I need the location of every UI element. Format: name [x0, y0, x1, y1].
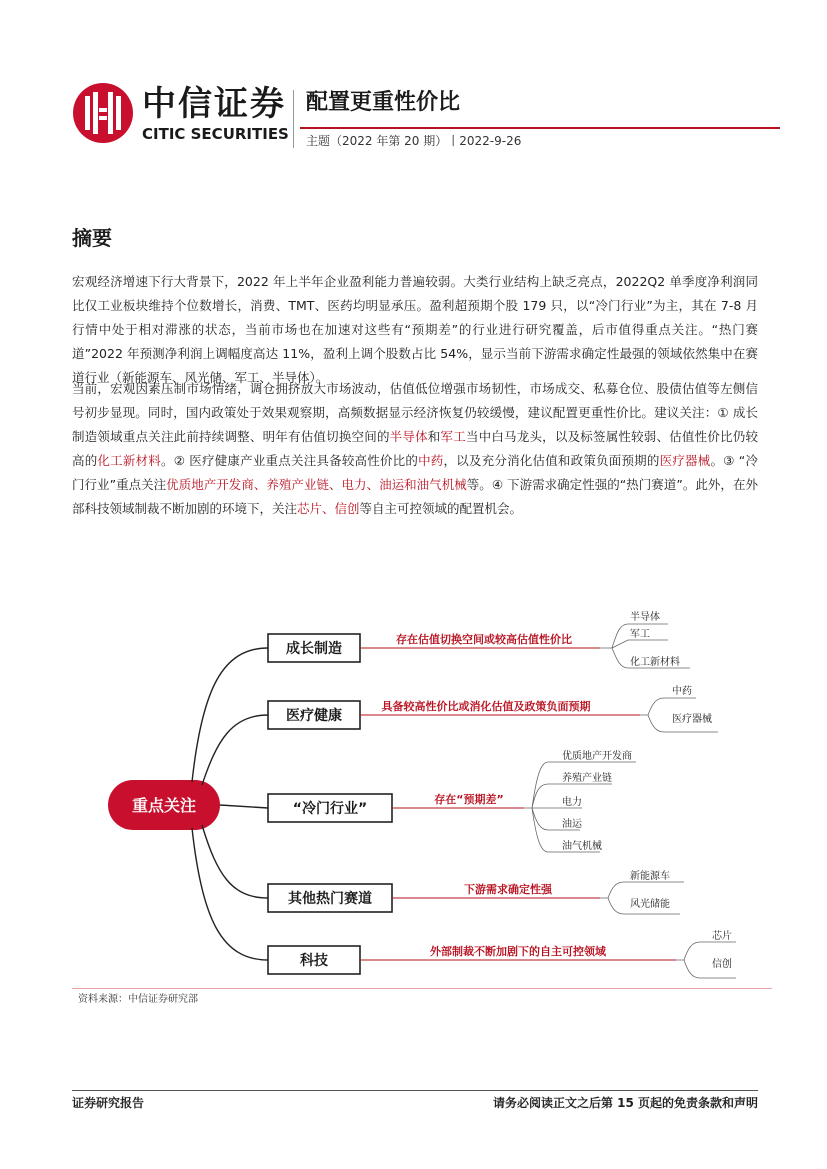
- source-divider: [72, 988, 772, 989]
- mindmap-leaf: 化工新材料: [630, 657, 680, 668]
- focus-mindmap: [72, 600, 772, 985]
- brand-name-en: CITIC SECURITIES: [142, 125, 289, 143]
- page-title: 配置更重性价比: [306, 90, 461, 115]
- highlighted-sector: 芯片、信创: [297, 501, 360, 516]
- paragraph-segment: 等自主可控领域的配置机会。: [359, 501, 523, 516]
- source-note: 资料来源：中信证券研究部: [78, 994, 198, 1005]
- highlighted-sector: 军工: [440, 429, 466, 444]
- mindmap-leaf: 信创: [712, 959, 732, 970]
- header-rule: [300, 127, 780, 129]
- header-divider: [293, 90, 294, 148]
- mindmap-leaf: 油运: [562, 819, 582, 830]
- mindmap-curve-4: [202, 825, 268, 898]
- highlighted-sector: 半导体: [389, 429, 428, 444]
- mindmap-leaf: 油气机械: [562, 841, 602, 852]
- paragraph-segment: 和: [427, 429, 441, 444]
- mindmap-root-label: 重点关注: [131, 796, 197, 815]
- mindmap-branch-hot-tracks-label: 其他热门赛道: [288, 891, 372, 907]
- mindmap-leaf: 养殖产业链: [562, 773, 612, 784]
- mindmap-curve-2: [202, 715, 268, 785]
- mindmap-leaf: 半导体: [630, 612, 660, 623]
- mindmap-leaf: 军工: [630, 629, 650, 640]
- abstract-paragraph-1: 宏观经济增速下行大背景下，2022 年上半年企业盈利能力普遍较弱。大类行业结构上缺乏亮点，2022Q2 单季度净利润同比仅工业板块维持个位数增长，消费、TMT、医药均明显承压。盈利超预期个股 179 只，以“冷门行业”为主，其在 7-8 月行情中处于相对滞涨的状态，当前市场也在加速对这些有“预期差”的行业进行研究覆盖，后市值得重点关注。“热门赛道”2022 年预测净利润上调幅度高达 11%，盈利上调个股数占比 54%，显示当前下游需求确定性最强的领域依然集中在赛道行业（新能源车、风光储、军工、半导体）。: [72, 274, 758, 385]
- footer-disclaimer: 请务必阅读正文之后第 15 页起的免责条款和声明: [492, 1096, 758, 1110]
- mindmap-edge-label-2: 具备较高性价比或消化估值及政策负面预期: [381, 700, 591, 713]
- paragraph-segment: 。② 医疗健康产业重点关注具备较高性价比的: [160, 453, 419, 468]
- highlighted-sector: 医疗器械: [659, 453, 711, 468]
- abstract-paragraph-2: [72, 377, 758, 521]
- brand-name-cn: 中信证券: [142, 84, 286, 124]
- mindmap-curve-1: [192, 648, 268, 782]
- mindmap-branch-growth-label: 成长制造: [286, 641, 342, 657]
- mindmap-leaf: 新能源车: [630, 871, 670, 882]
- highlighted-sector: 优质地产开发商、养殖产业链、电力、油运和油气机械: [166, 477, 467, 492]
- highlighted-sector: 中药: [418, 453, 444, 468]
- page-subtitle: 主题（2022 年第 20 期）丨2022-9-26: [306, 134, 522, 148]
- paragraph-segment: 等。④ 下游需求确定性强的“热门赛道”。此外，在外部科技领域制裁不断加剧的环境下，关注: [72, 477, 758, 516]
- paragraph-segment: ，以及充分消化估值和政策负面预期的: [443, 453, 660, 468]
- mindmap-branch-unpopular-label: “冷门行业”: [292, 801, 368, 817]
- mindmap-curve-3: [220, 805, 268, 808]
- citic-logo-icon: [72, 82, 134, 144]
- mindmap-branch-tech-label: 科技: [300, 953, 328, 969]
- paragraph-segment: 当前，宏观因素压制市场情绪，调仓拥挤放大市场波动，估值低位增强市场韧性，市场成交、私募仓位、股债估值等左侧信号初步显现。同时，国内政策处于效果观察期，高频数据显示经济恢复仍较缓慢，建议配置更重性价比。建议关注：① 成长制造领域重点关注此前持续调整、明年有估值切换空间的: [72, 381, 758, 444]
- mindmap-edge-label-1: 存在估值切换空间或较高估值性价比: [396, 633, 572, 646]
- mindmap-leaf: 中药: [672, 686, 692, 697]
- abstract-heading: 摘要: [72, 226, 112, 250]
- footer-rule: [72, 1090, 758, 1091]
- mindmap-edge-label-4: 下游需求确定性强: [464, 883, 552, 896]
- mindmap-leaf: 医疗器械: [672, 714, 712, 725]
- paragraph-segment: 当中白马龙头，以及标签属性较弱、估值性价比仍较高的: [72, 429, 758, 468]
- mindmap-edge-label-3: 存在“预期差”: [434, 793, 504, 806]
- mindmap-leaf: 风光储能: [630, 899, 670, 910]
- highlighted-sector: 化工新材料: [97, 453, 161, 468]
- mindmap-curve-5: [192, 828, 268, 960]
- mindmap-edge-label-5: 外部制裁不断加剧下的自主可控领域: [430, 945, 606, 958]
- mindmap-branch-healthcare-label: 医疗健康: [286, 708, 342, 724]
- mindmap-leaf: 芯片: [712, 931, 732, 942]
- footer-report-type: 证券研究报告: [72, 1096, 145, 1110]
- paragraph-segment: 。③ “冷门行业”重点关注: [72, 453, 758, 492]
- mindmap-leaf: 优质地产开发商: [562, 751, 632, 762]
- mindmap-leaf: 电力: [562, 797, 582, 808]
